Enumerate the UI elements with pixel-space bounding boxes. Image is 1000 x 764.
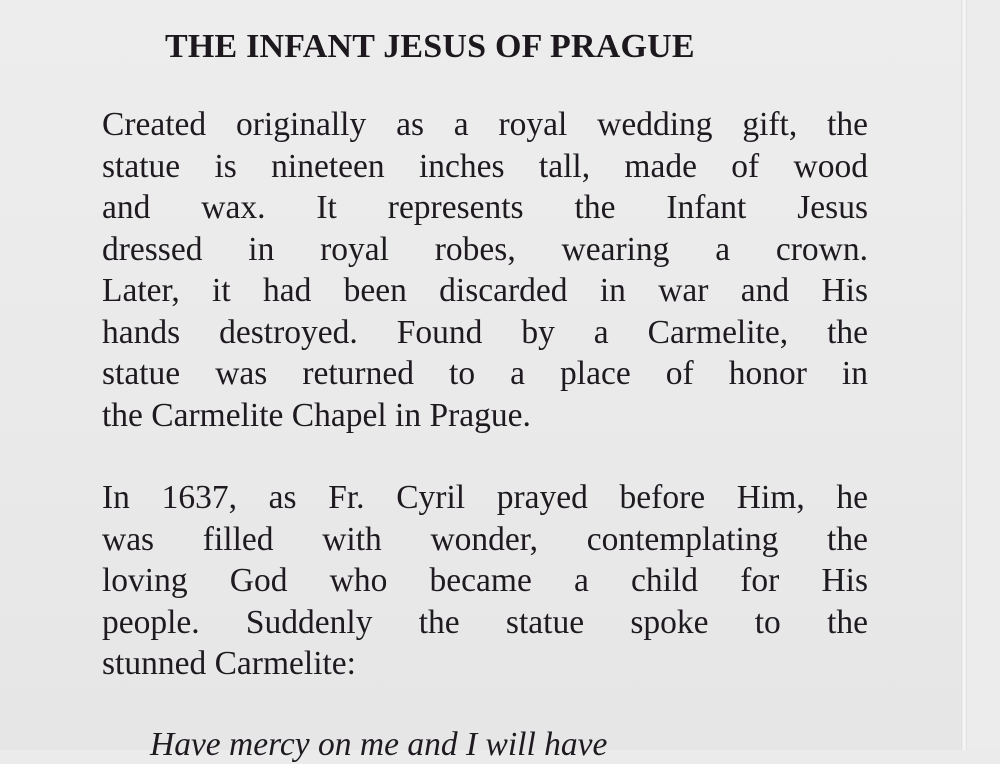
paragraph-fr-cyril [102, 477, 868, 685]
text-line: and wax. It represents the Infant Jesus [102, 189, 868, 226]
text-line: stunned Carmelite: [102, 645, 356, 682]
paragraph-history [102, 104, 868, 436]
text-line: statue was returned to a place of honor in [102, 355, 868, 392]
text-line: hands destroyed. Found by a Carmelite, the [102, 313, 868, 351]
quote-partial: Have mercy on me and I will have [150, 726, 608, 763]
document-title: THE INFANT JESUS OF PRAGUE [165, 28, 695, 65]
text-line: people. Suddenly the statue spoke to the [102, 603, 868, 641]
text-line: was filled with wonder, contemplating the [102, 520, 868, 558]
text-line: dressed in royal robes, wearing a crown. [102, 230, 868, 268]
text-line: loving God who became a child for His [102, 562, 868, 599]
adjacent-card-panel [967, 0, 1000, 750]
text-line: the Carmelite Chapel in Prague. [102, 396, 531, 434]
text-line: In 1637, as Fr. Cyril prayed before Him, he [102, 479, 868, 516]
text-line: statue is nineteen inches tall, made of wood [102, 147, 868, 185]
text-line: Created originally as a royal wedding gift, the [102, 106, 868, 143]
text-line: Later, it had been discarded in war and His [102, 272, 868, 309]
